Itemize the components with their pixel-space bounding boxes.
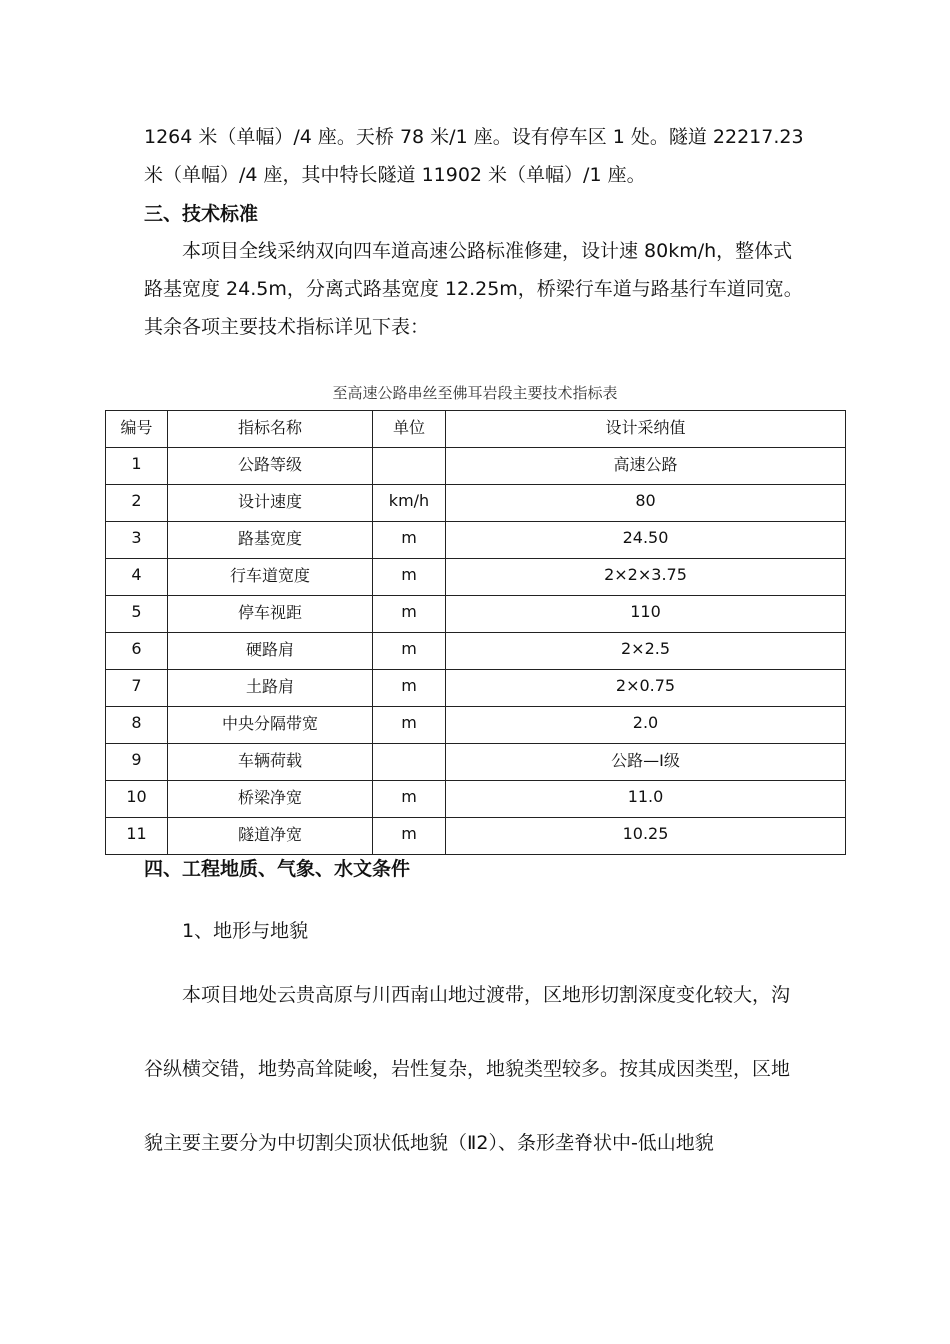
table-cell: 公路等级 (168, 448, 373, 485)
table-cell: 11.0 (446, 781, 846, 818)
table-cell: 80 (446, 485, 846, 522)
table-cell: m (373, 596, 446, 633)
table-cell: 4 (106, 559, 168, 596)
table-cell: 隧道净宽 (168, 818, 373, 855)
table-cell: 高速公路 (446, 448, 846, 485)
table-cell: 9 (106, 744, 168, 781)
table-cell: 7 (106, 670, 168, 707)
paragraph-line: 貌主要主要分为中切割尖顶状低地貌（Ⅱ2）、条形垄脊状中-低山地貌 (144, 1132, 714, 1154)
table-cell: 8 (106, 707, 168, 744)
table-row (106, 522, 846, 559)
table-cell: 110 (446, 596, 846, 633)
table-cell: 2×2.5 (446, 633, 846, 670)
table-cell: 桥梁净宽 (168, 781, 373, 818)
table-cell: 设计速度 (168, 485, 373, 522)
table-caption: 至高速公路串丝至佛耳岩段主要技术指标表 (332, 384, 618, 402)
table-cell: 5 (106, 596, 168, 633)
paragraph-line: 谷纵横交错，地势高耸陡峻，岩性复杂，地貌类型较多。按其成因类型，区地 (144, 1058, 791, 1080)
table-cell: 行车道宽度 (168, 559, 373, 596)
table-cell: m (373, 633, 446, 670)
spec-table (105, 410, 846, 855)
table-cell: 11 (106, 818, 168, 855)
table-cell: 2 (106, 485, 168, 522)
table-cell: m (373, 670, 446, 707)
table-cell: 公路—Ⅰ级 (446, 744, 846, 781)
table-cell (373, 744, 446, 781)
table-cell: 1 (106, 448, 168, 485)
table-cell: 24.50 (446, 522, 846, 559)
section-heading: 四、工程地质、气象、水文条件 (144, 858, 411, 880)
table-header-row (106, 411, 846, 448)
table-cell: 硬路肩 (168, 633, 373, 670)
table-cell: m (373, 818, 446, 855)
table-row (106, 633, 846, 670)
table-row (106, 744, 846, 781)
table-cell: m (373, 707, 446, 744)
table-cell: m (373, 559, 446, 596)
table-cell: 10 (106, 781, 168, 818)
table-row (106, 448, 846, 485)
table-cell: 2×0.75 (446, 670, 846, 707)
table-cell: km/h (373, 485, 446, 522)
paragraph-line: 其余各项主要技术指标详见下表： (144, 316, 430, 338)
table-cell: 土路肩 (168, 670, 373, 707)
subsection-heading: 1、地形与地貌 (182, 920, 309, 942)
table-row (106, 781, 846, 818)
table-row (106, 670, 846, 707)
paragraph-line: 本项目地处云贵高原与川西南山地过渡带，区地形切割深度变化较大，沟 (182, 984, 791, 1006)
table-cell: 中央分隔带宽 (168, 707, 373, 744)
table-cell: 6 (106, 633, 168, 670)
table-cell (373, 448, 446, 485)
header-cell: 指标名称 (168, 411, 373, 448)
table-row (106, 596, 846, 633)
table-cell: 10.25 (446, 818, 846, 855)
table-row (106, 485, 846, 522)
header-cell: 编号 (106, 411, 168, 448)
paragraph-line: 米（单幅）/4 座，其中特长隧道 11902 米（单幅）/1 座。 (144, 164, 646, 186)
paragraph-line: 1264 米（单幅）/4 座。天桥 78 米/1 座。设有停车区 1 处。隧道 22217.23 (144, 126, 804, 148)
table-row (106, 818, 846, 855)
table-cell: 3 (106, 522, 168, 559)
paragraph-line: 本项目全线采纳双向四车道高速公路标准修建，设计速 80km/h，整体式 (182, 240, 793, 262)
table-cell: 停车视距 (168, 596, 373, 633)
header-cell: 设计采纳值 (446, 411, 846, 448)
table-row (106, 707, 846, 744)
table-cell: 2×2×3.75 (446, 559, 846, 596)
table-cell: 车辆荷载 (168, 744, 373, 781)
section-heading: 三、技术标准 (144, 203, 259, 225)
header-cell: 单位 (373, 411, 446, 448)
table-cell: m (373, 781, 446, 818)
table-cell: 路基宽度 (168, 522, 373, 559)
table-cell: 2.0 (446, 707, 846, 744)
table-cell: m (373, 522, 446, 559)
paragraph-line: 路基宽度 24.5m，分离式路基宽度 12.25m，桥梁行车道与路基行车道同宽。 (144, 278, 803, 300)
table-row (106, 559, 846, 596)
